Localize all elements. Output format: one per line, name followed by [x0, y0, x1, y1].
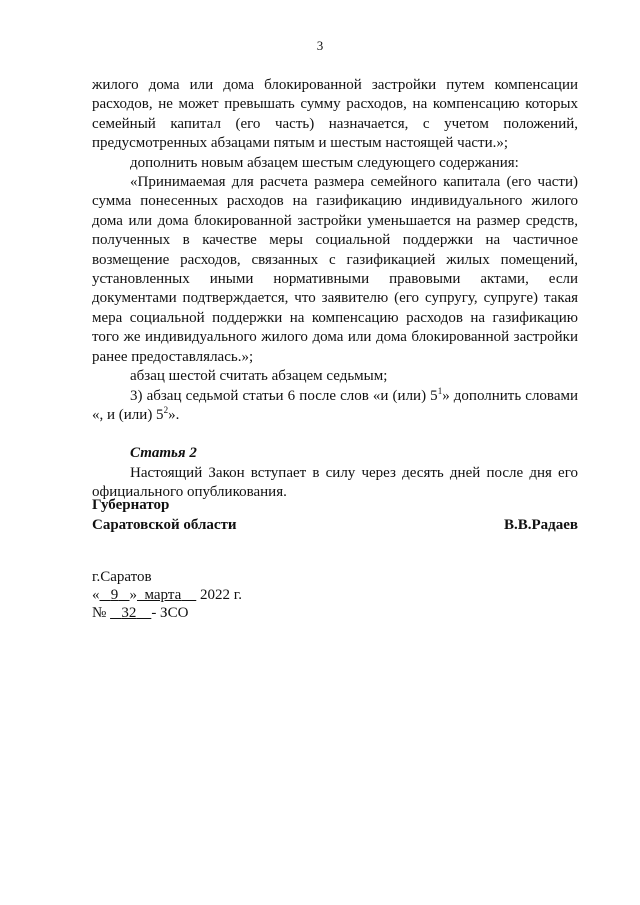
- paragraph-article6-amendment: [92, 387, 578, 426]
- page-number: 3: [316, 38, 324, 53]
- article-title: Статья 2: [130, 445, 197, 462]
- number-line: [92, 604, 242, 622]
- law-number-value: 32: [121, 605, 137, 621]
- date-month-value: марта: [144, 587, 182, 603]
- text-segment: 3) абзац седьмой статьи 6 после слов «и (или) 5: [130, 387, 438, 404]
- date-quote-open: «: [92, 587, 100, 603]
- date-line: [92, 586, 242, 604]
- date-day: [100, 587, 130, 603]
- signature-block: [92, 495, 578, 535]
- superscript: 1: [437, 385, 443, 396]
- signer-name: В.В.Радаев: [503, 517, 578, 533]
- paragraph-renumber: абзац шестой считать абзацем седьмым;: [130, 368, 388, 385]
- text-segment: » дополнить словами «, и (или) 5: [92, 387, 578, 423]
- document-footer: [92, 568, 242, 622]
- paragraph-continuation: жилого дома или дома блокированной застройки путем компенсации расходов, не может превышать сумму расходов, на компенсацию которых семейный капитал (его часть) назначается, с учетом положений, предусмотренных абзацами пятым и шестым настоящей части.»;: [92, 77, 578, 152]
- superscript: 2: [163, 404, 169, 415]
- date-quote-close: »: [129, 587, 137, 603]
- signer-title-line1: Губернатор: [92, 497, 170, 513]
- date-year: 2022 г.: [200, 587, 242, 603]
- law-text: [92, 76, 578, 503]
- date-month: [137, 587, 196, 603]
- paragraph-amendment-intro: дополнить новым абзацем шестым следующего содержания:: [130, 154, 519, 171]
- date-day-value: 9: [110, 587, 119, 603]
- city: г.Саратов: [92, 569, 152, 585]
- text-segment: ».: [168, 406, 180, 423]
- law-number: [110, 605, 151, 621]
- number-suffix: - ЗСО: [151, 605, 189, 621]
- article-text: Настоящий Закон вступает в силу через десять дней после дня его официального опубликования.: [92, 464, 578, 501]
- paragraph-new-clause: «Принимаемая для расчета размера семейного капитала (его части) сумма понесенных расходов на газификацию индивидуального жилого дома или дома блокированной застройки уменьшается на размер средств, полученных в качестве меры социальной поддержки на частичное возмещение расходов, связанных с газификацией жилых помещений, установленных иными нормативными правовыми актами, если документами подтверждается, что заявителю (его супругу, супруге) такая мера социальной поддержки на компенсацию расходов на газификацию того же индивидуального жилого дома или дома блокированной застройки ранее предоставлялась.»;: [92, 174, 578, 365]
- number-prefix: №: [92, 605, 107, 621]
- signer-title-line2: Саратовской области: [92, 517, 237, 533]
